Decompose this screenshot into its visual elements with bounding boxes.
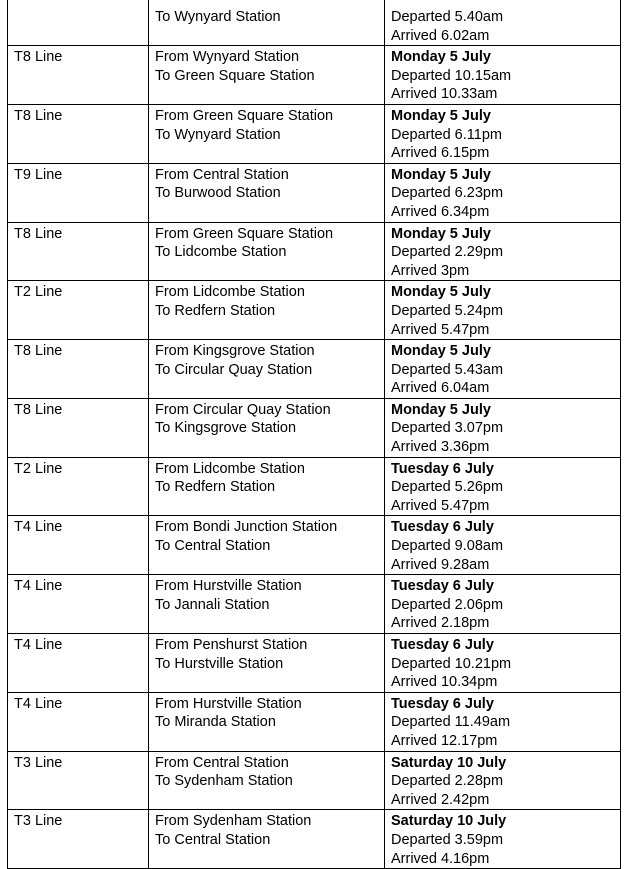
time-cell — [385, 457, 621, 516]
route-cell — [149, 516, 385, 575]
route-to: To Central Station — [155, 831, 271, 848]
arrived-time: Arrived 6.15pm — [391, 145, 490, 162]
arrived-time: Arrived 5.47pm — [391, 497, 490, 514]
arrived-time: Arrived 10.34pm — [391, 674, 498, 691]
route-to: To Circular Quay Station — [155, 361, 313, 378]
route-to: To Wynyard Station — [155, 9, 281, 25]
arrived-time: Arrived 2.42pm — [391, 791, 490, 808]
time-cell — [385, 340, 621, 399]
route-cell — [149, 751, 385, 810]
route-from: From Hurstville Station — [155, 695, 302, 712]
arrived-time: Arrived 3.36pm — [391, 439, 490, 456]
time-cell — [385, 751, 621, 810]
departed-time: Departed 3.07pm — [391, 420, 504, 437]
trip-date: Saturday 10 July — [391, 813, 507, 830]
line-cell — [8, 457, 149, 516]
line-name: T8 Line — [14, 107, 63, 124]
table-row — [8, 163, 621, 222]
route-cell — [149, 281, 385, 340]
departed-time: Departed 11.49am — [391, 714, 511, 731]
line-name: T4 Line — [14, 519, 63, 536]
route-from: From Bondi Junction Station — [155, 519, 338, 536]
line-name: T4 Line — [14, 637, 63, 653]
trip-table — [7, 0, 621, 869]
arrived-time: Arrived 10.33am — [391, 86, 498, 103]
departed-time: Departed 6.23pm — [391, 185, 504, 202]
route-from: From Kingsgrove Station — [155, 343, 315, 360]
table-row — [8, 810, 621, 869]
arrived-time: Arrived 4.16pm — [391, 850, 490, 867]
route-from: From Central Station — [155, 754, 289, 771]
table-row — [8, 0, 621, 46]
trip-date: Saturday 10 July — [391, 754, 507, 771]
line-name: T2 Line — [14, 460, 63, 477]
route-cell — [149, 163, 385, 222]
departed-time: Departed 2.06pm — [391, 596, 504, 613]
route-cell — [149, 634, 385, 693]
table-row — [8, 46, 621, 105]
departed-time: Departed 5.43am — [391, 361, 504, 378]
line-cell — [8, 340, 149, 399]
table-row — [8, 516, 621, 575]
trip-table-body — [8, 0, 621, 869]
line-name: T8 Line — [14, 49, 63, 66]
route-from: From Wynyard Station — [155, 49, 300, 66]
table-row — [8, 104, 621, 163]
line-cell — [8, 281, 149, 340]
route-from: From Penshurst Station — [155, 637, 308, 653]
time-cell — [385, 692, 621, 751]
time-cell — [385, 575, 621, 634]
time-cell — [385, 516, 621, 575]
route-to: To Central Station — [155, 538, 271, 555]
route-cell — [149, 340, 385, 399]
line-cell — [8, 751, 149, 810]
arrived-time: Arrived 3pm — [391, 262, 470, 279]
route-to: To Redfern Station — [155, 302, 276, 319]
route-cell — [149, 692, 385, 751]
arrived-time: Arrived 6.02am — [391, 27, 490, 44]
trip-date: Monday 5 July — [391, 166, 491, 183]
line-cell — [8, 575, 149, 634]
time-cell — [385, 104, 621, 163]
route-from: From Central Station — [155, 166, 289, 183]
line-cell — [8, 104, 149, 163]
route-to: To Wynyard Station — [155, 126, 281, 143]
arrived-time: Arrived 5.47pm — [391, 321, 490, 338]
line-name: T4 Line — [14, 578, 63, 595]
line-cell — [8, 810, 149, 869]
table-row — [8, 692, 621, 751]
table-row — [8, 281, 621, 340]
trip-date: Monday 5 July — [391, 343, 491, 360]
time-cell — [385, 810, 621, 869]
route-cell — [149, 810, 385, 869]
route-cell — [149, 457, 385, 516]
line-name: T8 Line — [14, 225, 63, 242]
trip-date: Tuesday 6 July — [391, 578, 494, 595]
route-cell — [149, 575, 385, 634]
departed-time: Departed 10.21pm — [391, 655, 512, 672]
trip-date: Tuesday 6 July — [391, 519, 494, 536]
line-cell — [8, 163, 149, 222]
route-cell — [149, 104, 385, 163]
table-row — [8, 751, 621, 810]
line-cell — [8, 0, 149, 46]
line-cell — [8, 222, 149, 281]
route-from: From Circular Quay Station — [155, 401, 331, 418]
trip-date: Monday 5 July — [391, 107, 491, 124]
route-from: From Sydenham Station — [155, 813, 312, 830]
table-row — [8, 340, 621, 399]
arrived-time: Arrived 2.18pm — [391, 615, 490, 632]
route-to: To Green Square Station — [155, 67, 315, 84]
route-cell — [149, 46, 385, 105]
line-name: T2 Line — [14, 284, 63, 301]
trip-date: Monday 5 July — [391, 225, 491, 242]
table-row — [8, 575, 621, 634]
route-cell — [149, 398, 385, 457]
table-row — [8, 398, 621, 457]
time-cell — [385, 46, 621, 105]
trip-date: Monday 5 July — [391, 401, 491, 418]
route-to: To Miranda Station — [155, 714, 276, 731]
route-to: To Hurstville Station — [155, 655, 284, 672]
time-cell — [385, 634, 621, 693]
line-cell — [8, 46, 149, 105]
route-to: To Lidcombe Station — [155, 244, 287, 261]
trip-date: Tuesday 6 July — [391, 695, 494, 712]
departed-time: Departed 6.11pm — [391, 126, 502, 143]
route-from: From Green Square Station — [155, 225, 334, 242]
route-cell — [149, 0, 385, 46]
line-cell — [8, 634, 149, 693]
departed-time: Departed 2.29pm — [391, 244, 504, 261]
time-cell — [385, 222, 621, 281]
line-name: T3 Line — [14, 754, 63, 771]
departed-time: Departed 5.24pm — [391, 302, 504, 319]
trip-date: Tuesday 6 July — [391, 637, 494, 653]
line-name: T4 Line — [14, 695, 63, 712]
table-row — [8, 222, 621, 281]
route-to: To Redfern Station — [155, 479, 276, 496]
route-to: To Kingsgrove Station — [155, 420, 297, 437]
time-cell — [385, 0, 621, 46]
departed-time: Departed 9.08am — [391, 538, 504, 555]
departed-time: Departed 5.40am — [391, 9, 504, 25]
line-cell — [8, 516, 149, 575]
route-from: From Lidcombe Station — [155, 284, 305, 301]
arrived-time: Arrived 6.34pm — [391, 203, 490, 220]
route-from: From Green Square Station — [155, 107, 334, 124]
table-row — [8, 634, 621, 693]
route-to: To Sydenham Station — [155, 773, 293, 790]
departed-time: Departed 10.15am — [391, 67, 512, 84]
line-name: T8 Line — [14, 343, 63, 360]
arrived-time: Arrived 9.28am — [391, 556, 490, 573]
arrived-time: Arrived 12.17pm — [391, 732, 498, 749]
route-from: From Lidcombe Station — [155, 460, 305, 477]
line-cell — [8, 398, 149, 457]
time-cell — [385, 398, 621, 457]
line-name: T3 Line — [14, 813, 63, 830]
table-row — [8, 457, 621, 516]
departed-time: Departed 3.59pm — [391, 831, 504, 848]
route-to: To Jannali Station — [155, 596, 270, 613]
line-name: T9 Line — [14, 166, 63, 183]
departed-time: Departed 5.26pm — [391, 479, 504, 496]
route-cell — [149, 222, 385, 281]
trip-date: Tuesday 6 July — [391, 460, 494, 477]
trip-date: Monday 5 July — [391, 284, 491, 301]
departed-time: Departed 2.28pm — [391, 773, 504, 790]
trip-date: Monday 5 July — [391, 49, 491, 66]
line-name: T8 Line — [14, 401, 63, 418]
arrived-time: Arrived 6.04am — [391, 380, 490, 397]
time-cell — [385, 281, 621, 340]
line-cell — [8, 692, 149, 751]
route-to: To Burwood Station — [155, 185, 281, 202]
time-cell — [385, 163, 621, 222]
route-from: From Hurstville Station — [155, 578, 302, 595]
